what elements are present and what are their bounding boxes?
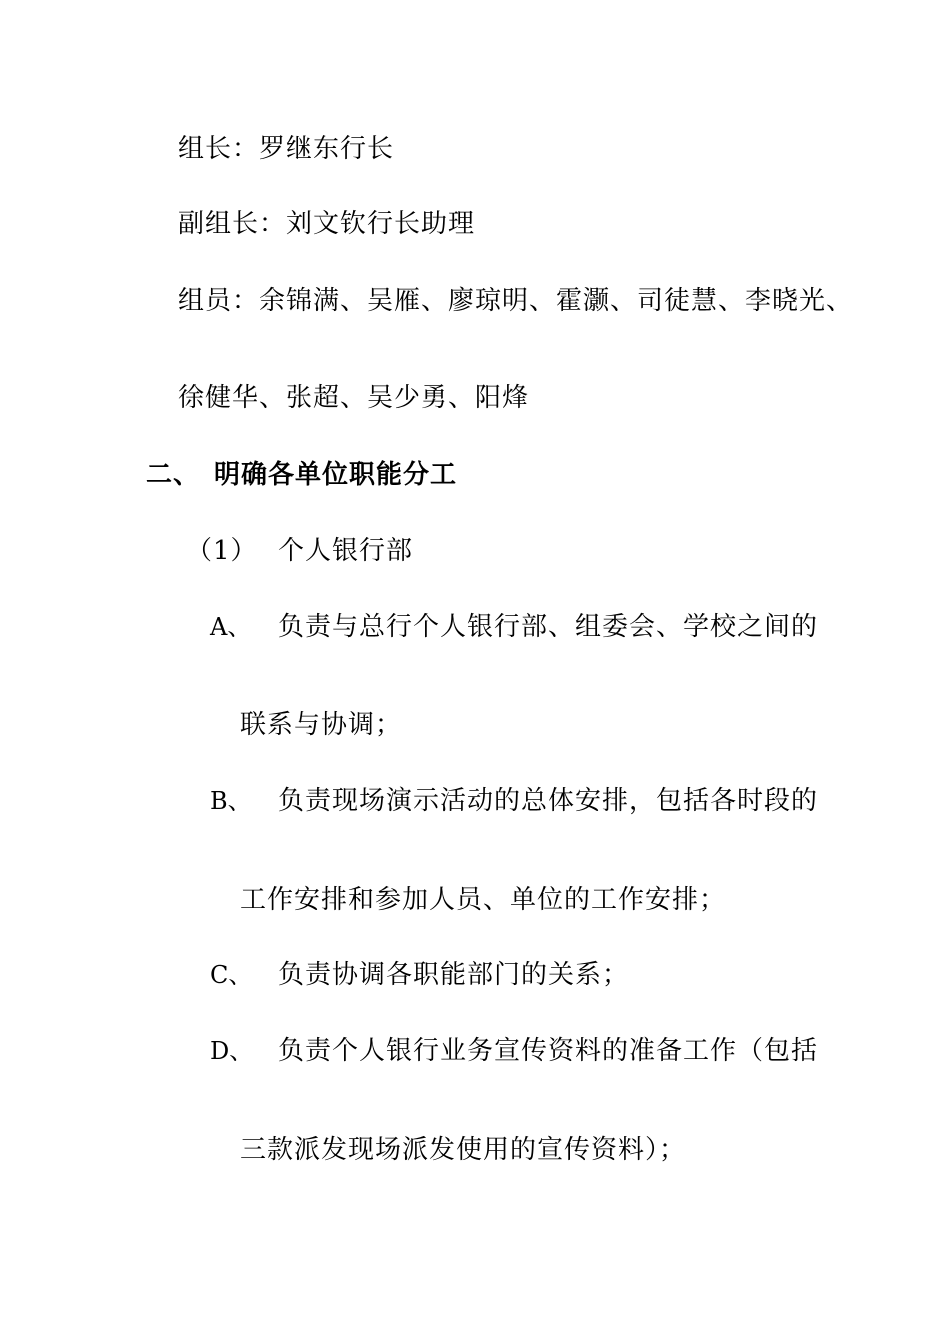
section-title: 明确各单位职能分工: [214, 460, 458, 490]
members-line-2: 徐健华、张超、吴少勇、阳烽: [178, 383, 530, 413]
subsection-title: 个人银行部: [278, 536, 414, 566]
item-c-marker: C、: [210, 961, 253, 989]
item-d-line-1: 负责个人银行业务宣传资料的准备工作（包括: [278, 1036, 819, 1066]
item-c-line-1: 负责协调各职能部门的关系；: [278, 960, 630, 990]
deputy-leader-line: 副组长：刘文钦行长助理: [178, 209, 476, 239]
item-a-line-2: 联系与协调；: [240, 710, 403, 740]
item-b-line-2: 工作安排和参加人员、单位的工作安排；: [240, 885, 727, 915]
leader-line: 组长：罗继东行长: [178, 134, 395, 164]
item-a-marker: A、: [210, 613, 252, 641]
subsection-number: （1）: [186, 536, 258, 566]
item-b-marker: B、: [210, 787, 252, 815]
item-d-marker: D、: [210, 1037, 254, 1065]
section-number: 二、: [146, 460, 201, 490]
item-d-line-2: 三款派发现场派发使用的宣传资料）；: [240, 1135, 687, 1165]
members-line-1: 组员：余锦满、吴雁、廖琼明、霍灏、司徒慧、李晓光、: [178, 286, 854, 316]
item-a-line-1: 负责与总行个人银行部、组委会、学校之间的: [278, 612, 819, 642]
item-b-line-1: 负责现场演示活动的总体安排，包括各时段的: [278, 786, 819, 816]
